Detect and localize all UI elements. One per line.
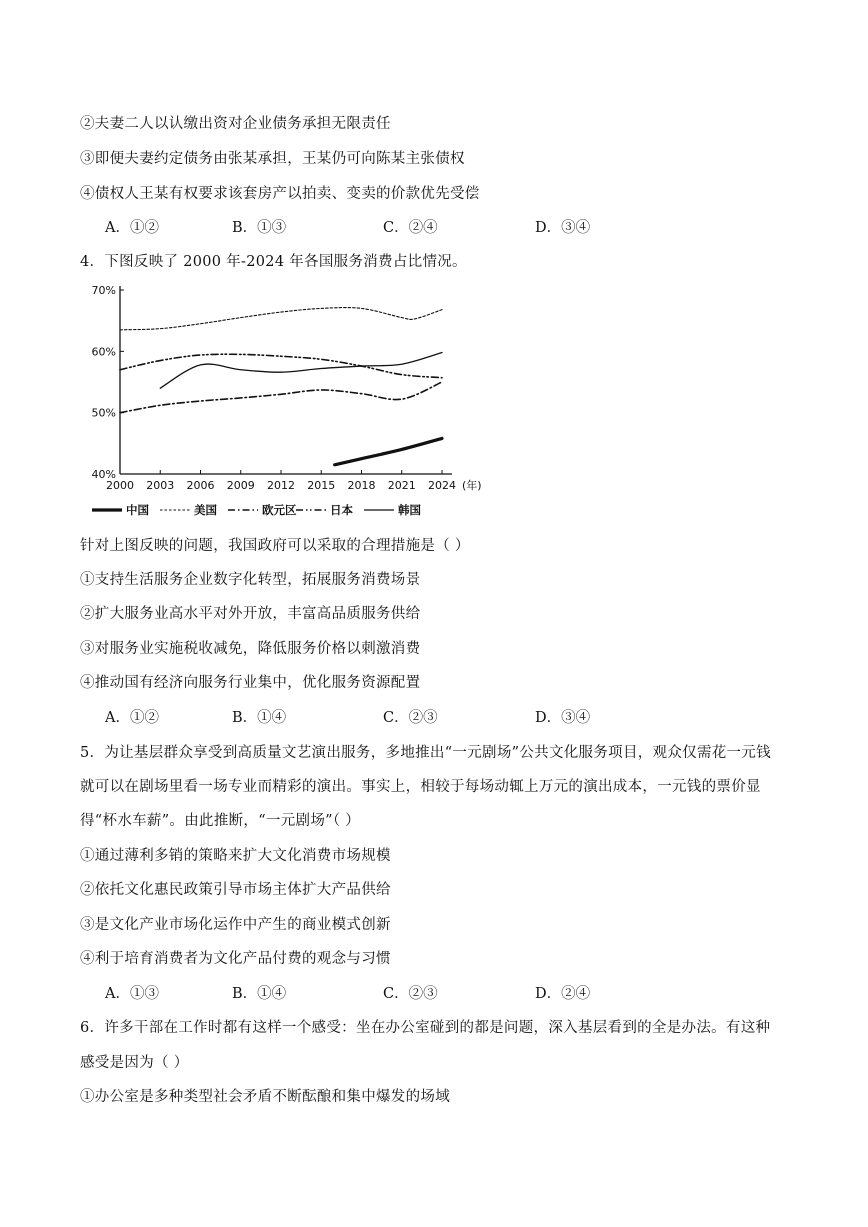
q6-stem-line-2: 感受是因为（ ） [80,1055,189,1071]
y-tick-label: 40% [91,468,116,481]
series-line-4 [160,353,442,389]
legend-label: 中国 [126,503,149,517]
q5-item-2: ②依托文化惠民政策引导市场主体扩大产品供给 [80,882,391,898]
legend-label: 欧元区 [262,503,297,517]
series-line-2 [120,382,442,413]
q3-option-d[interactable]: D．③④ [535,220,591,236]
q4-option-c[interactable]: C．②③ [383,710,438,726]
service-consumption-chart [80,278,510,528]
chart-series [120,308,442,465]
legend-label: 韩国 [398,503,421,517]
q5-option-c[interactable]: C．②③ [383,986,438,1002]
series-line-1 [120,308,442,330]
q5-stem-line-2: 就可以在剧场里看一场专业而精彩的演出。事实上，相较于每场动辄上万元的演出成本，一元钱的票价显 [80,779,761,795]
q4-item-4: ④推动国有经济向服务行业集中，优化服务资源配置 [80,675,421,691]
q5-stem-line-1: 5．为让基层群众享受到高质量文艺演出服务，多地推出“一元剧场”公共文化服务项目，观众仅需花一元钱 [80,745,771,761]
x-tick-label: 2003 [146,479,175,492]
q3-item-3: ③即便夫妻约定债务由张某承担，王某仍可向陈某主张债权 [80,151,465,167]
series-line-0 [335,438,442,464]
q4-stem: 4．下图反映了 2000 年-2024 年各国服务消费占比情况。 [80,254,467,270]
q5-stem-line-3: 得“杯水车薪”。由此推断，“一元剧场”（ ） [80,813,361,829]
x-unit-label: (年) [462,479,482,492]
q6-item-1: ①办公室是多种类型社会矛盾不断酝酿和集中爆发的场域 [80,1089,450,1105]
x-tick-label: 2021 [387,479,416,492]
q5-option-d[interactable]: D．②④ [535,986,591,1002]
q4-item-3: ③对服务业实施税收减免，降低服务价格以刺激消费 [80,641,421,657]
q3-item-2: ②夫妻二人以认缴出资对企业债务承担无限责任 [80,116,391,132]
x-tick-label: 2018 [347,479,376,492]
q4-option-b[interactable]: B．①④ [232,710,287,726]
series-line-3 [120,354,442,377]
q5-option-b[interactable]: B．①④ [232,986,287,1002]
q3-option-b[interactable]: B．①③ [232,220,287,236]
x-tick-label: 2000 [106,479,134,492]
x-tick-label: 2009 [226,479,255,492]
q5-option-a[interactable]: A．①③ [105,986,159,1002]
q3-option-c[interactable]: C．②④ [383,220,438,236]
q4-option-a[interactable]: A．①② [105,710,159,726]
q3-item-4: ④债权人王某有权要求该套房产以拍卖、变卖的价款优先受偿 [80,186,480,202]
legend-label: 日本 [330,503,353,517]
y-tick-label: 50% [91,406,116,420]
q4-item-1: ①支持生活服务企业数字化转型，拓展服务消费场景 [80,572,421,588]
x-tick-label: 2006 [186,479,215,492]
q4-question: 针对上图反映的问题，我国政府可以采取的合理措施是（ ） [80,538,470,554]
q5-item-3: ③是文化产业市场化运作中产生的商业模式创新 [80,917,391,933]
x-tick-label: 2012 [267,479,295,492]
legend-label: 美国 [194,503,217,517]
chart-axes [92,284,482,492]
q4-item-2: ②扩大服务业高水平对外开放，丰富高品质服务供给 [80,606,421,622]
q5-item-1: ①通过薄利多销的策略来扩大文化消费市场规模 [80,848,391,864]
x-tick-label: 2015 [307,479,336,492]
chart-legend [92,503,421,517]
x-tick-label: 2024 [428,479,456,492]
q5-item-4: ④利于培育消费者为文化产品付费的观念与习惯 [80,951,391,967]
q6-stem-line-1: 6．许多干部在工作时都有这样一个感受：坐在办公室碰到的都是问题，深入基层看到的全是办法。有这种 [80,1020,771,1036]
y-tick-label: 70% [91,284,116,297]
y-tick-label: 60% [91,345,116,359]
q4-option-d[interactable]: D．③④ [535,710,591,726]
q3-option-a[interactable]: A．①② [105,220,159,236]
